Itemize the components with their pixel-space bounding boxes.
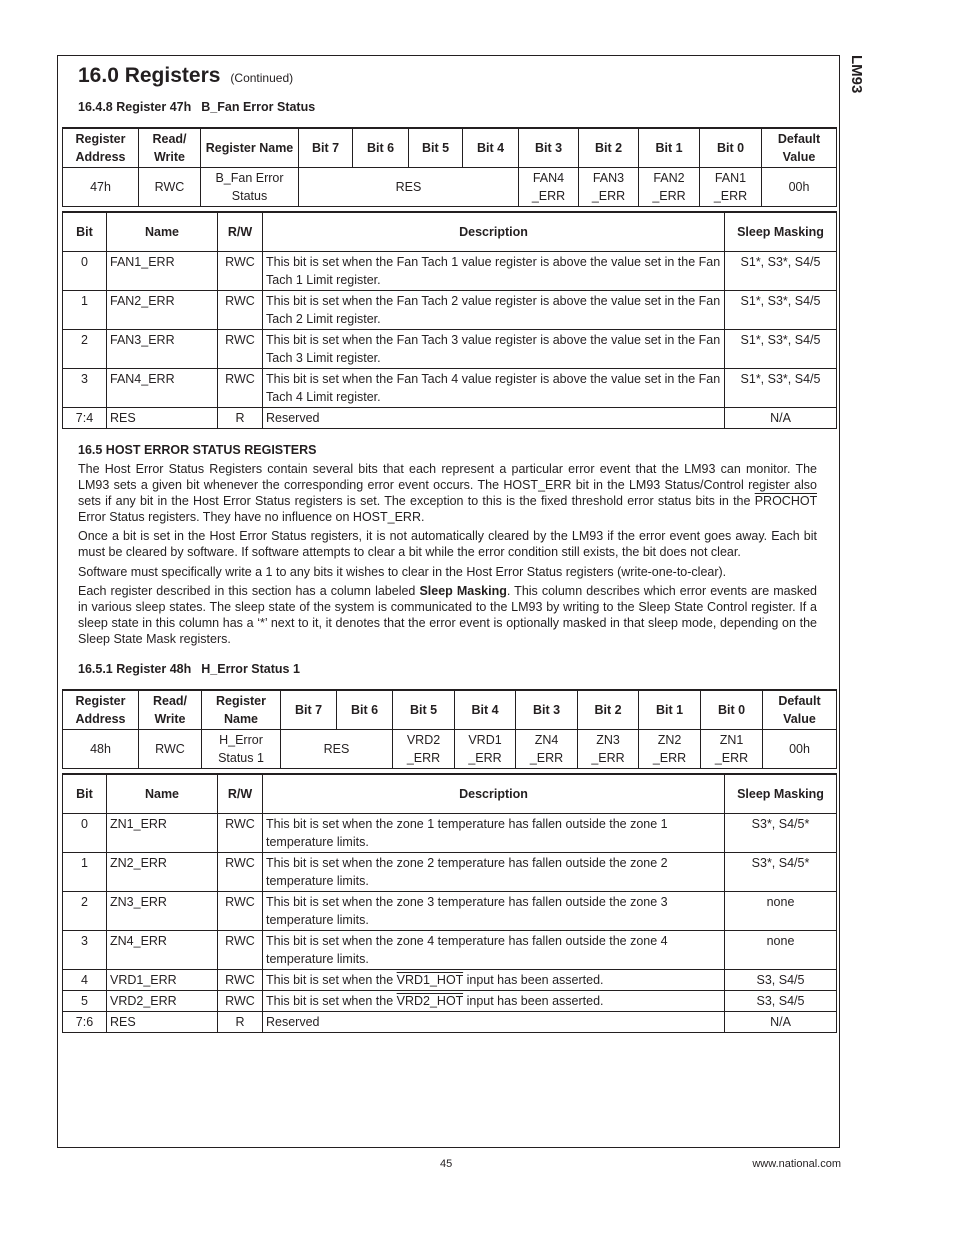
paragraph-text: Error Status registers. They have no influence on HOST_ERR. bbox=[78, 510, 425, 524]
paragraph-1 bbox=[78, 461, 817, 525]
header-cell: Bit 0 bbox=[700, 128, 762, 168]
prochot-signal: PROCHOT bbox=[754, 494, 817, 508]
section-heading-48h bbox=[78, 662, 300, 676]
description-cell: This bit is set when the zone 2 temperature has fallen outside the zone 2 temperature limits. bbox=[263, 853, 725, 892]
table-row bbox=[63, 1012, 837, 1033]
table-row bbox=[63, 991, 837, 1012]
vrd2-hot-signal: VRD2_HOT bbox=[396, 994, 464, 1008]
bit-description-table-48h bbox=[62, 773, 837, 1033]
paragraph-text: Each register described in this section has a column labeled bbox=[78, 584, 416, 598]
continued-note: (Continued) bbox=[230, 71, 294, 85]
register-header-row bbox=[63, 690, 837, 730]
description-cell: This bit is set when the Fan Tach 2 value register is above the value set in the Fan Tach 2 Limit register. bbox=[263, 291, 725, 330]
sleep-masking-cell: S3, S4/5 bbox=[725, 991, 837, 1012]
name-cell: ZN2_ERR bbox=[107, 853, 218, 892]
header-cell: Read/ Write bbox=[139, 690, 202, 730]
register-table-47h bbox=[62, 127, 837, 207]
rw-cell: RWC bbox=[218, 291, 263, 330]
description-cell bbox=[263, 970, 725, 991]
paragraph-2: Once a bit is set in the Host Error Status registers, it is not automatically cleared by the LM93 if the error event goes away. Each bit must be cleared by software. If software attempts to clear a bit while the error condition still exists, the bit does not clear. bbox=[78, 529, 817, 559]
description-cell: Reserved bbox=[263, 408, 725, 429]
bit4-field: VRD1 _ERR bbox=[455, 730, 516, 769]
name-cell: ZN1_ERR bbox=[107, 814, 218, 853]
name-cell: RES bbox=[107, 1012, 218, 1033]
register-header-row bbox=[63, 128, 837, 168]
paragraph-text: . This column describes which error events are masked in various sleep states. The sleep state of the system is communicated to the LM93 by writing to the Sleep State Control register. If a sleep state in this column has a ‘*’ next to it, it denotes that the error event is optionally masked in that sleep mode, depending on the Sleep State Mask registers. bbox=[78, 584, 817, 646]
description-cell: This bit is set when the Fan Tach 4 value register is above the value set in the Fan Tach 4 Limit register. bbox=[263, 369, 725, 408]
header-cell: Bit 3 bbox=[519, 128, 579, 168]
name-cell: RES bbox=[107, 408, 218, 429]
description-cell bbox=[263, 991, 725, 1012]
bit2-field: FAN3 _ERR bbox=[579, 168, 639, 207]
desc-header-row bbox=[63, 774, 837, 814]
default-value: 00h bbox=[762, 168, 837, 207]
sleep-masking-cell: none bbox=[725, 931, 837, 970]
sleep-masking-cell: S1*, S3*, S4/5 bbox=[725, 330, 837, 369]
side-part-label: LM93 bbox=[848, 55, 865, 94]
table-row bbox=[63, 291, 837, 330]
bit2-field: ZN3 _ERR bbox=[578, 730, 639, 769]
heading-number: 16.5.1 Register 48h bbox=[78, 662, 192, 676]
bit-cell: 2 bbox=[63, 330, 107, 369]
header-cell: Sleep Masking bbox=[725, 774, 837, 814]
register-table-48h bbox=[62, 689, 837, 769]
heading-name: H_Error Status 1 bbox=[201, 662, 300, 676]
bit-cell: 7:4 bbox=[63, 408, 107, 429]
name-cell: FAN1_ERR bbox=[107, 252, 218, 291]
header-cell: Register Address bbox=[63, 690, 139, 730]
header-cell: Register Name bbox=[202, 690, 281, 730]
page-title bbox=[78, 64, 293, 88]
bit-cell: 0 bbox=[63, 814, 107, 853]
header-cell: Default Value bbox=[762, 128, 837, 168]
bit-cell: 7:6 bbox=[63, 1012, 107, 1033]
header-cell: R/W bbox=[218, 774, 263, 814]
header-cell: Bit bbox=[63, 212, 107, 252]
bit-cell: 5 bbox=[63, 991, 107, 1012]
rw-cell: RWC bbox=[218, 814, 263, 853]
rw-cell: RWC bbox=[218, 853, 263, 892]
header-cell: Bit 2 bbox=[579, 128, 639, 168]
rw-cell: RWC bbox=[218, 892, 263, 931]
bit3-field: ZN4 _ERR bbox=[516, 730, 578, 769]
rw-cell: RWC bbox=[218, 369, 263, 408]
header-cell: Name bbox=[107, 774, 218, 814]
paragraph-text: The Host Error Status Registers contain several bits that each represent a particular error event that the LM93 can monitor. The LM93 sets a given bit whenever the corresponding error event occurs. The HOST_ERR bit in the LM93 Status/Control register also sets if any bit in the Host Error Status registers is set. The exception to this is the fixed threshold error status bits in the bbox=[78, 462, 817, 508]
bit-description-table-47h bbox=[62, 211, 837, 429]
name-cell: FAN3_ERR bbox=[107, 330, 218, 369]
table-row bbox=[63, 408, 837, 429]
register-name: H_Error Status 1 bbox=[202, 730, 281, 769]
bit-cell: 4 bbox=[63, 970, 107, 991]
desc-header-row bbox=[63, 212, 837, 252]
rw-cell: RWC bbox=[218, 252, 263, 291]
bit-cell: 3 bbox=[63, 369, 107, 408]
reserved-bits: RES bbox=[281, 730, 393, 769]
header-cell: Default Value bbox=[763, 690, 837, 730]
desc-text: This bit is set when the bbox=[266, 994, 394, 1008]
sleep-masking-cell: S1*, S3*, S4/5 bbox=[725, 291, 837, 330]
register-rw: RWC bbox=[139, 730, 202, 769]
name-cell: VRD2_ERR bbox=[107, 991, 218, 1012]
header-cell: Bit 4 bbox=[455, 690, 516, 730]
table-row bbox=[63, 814, 837, 853]
description-cell: This bit is set when the zone 1 temperature has fallen outside the zone 1 temperature limits. bbox=[263, 814, 725, 853]
register-address: 48h bbox=[63, 730, 139, 769]
header-cell: Bit 6 bbox=[353, 128, 409, 168]
header-cell: Bit 7 bbox=[299, 128, 353, 168]
rw-cell: RWC bbox=[218, 931, 263, 970]
bit0-field: ZN1 _ERR bbox=[701, 730, 763, 769]
table-row bbox=[63, 853, 837, 892]
sleep-masking-term: Sleep Masking bbox=[419, 584, 507, 598]
header-cell: Bit 5 bbox=[409, 128, 463, 168]
rw-cell: RWC bbox=[218, 970, 263, 991]
bit1-field: ZN2 _ERR bbox=[639, 730, 701, 769]
table-row bbox=[63, 892, 837, 931]
name-cell: ZN4_ERR bbox=[107, 931, 218, 970]
header-cell: Name bbox=[107, 212, 218, 252]
register-rw: RWC bbox=[139, 168, 201, 207]
register-value-row bbox=[63, 730, 837, 769]
header-cell: Bit 4 bbox=[463, 128, 519, 168]
sleep-masking-cell: S3*, S4/5* bbox=[725, 814, 837, 853]
description-cell: This bit is set when the Fan Tach 1 value register is above the value set in the Fan Tach 1 Limit register. bbox=[263, 252, 725, 291]
table-row bbox=[63, 970, 837, 991]
name-cell: ZN3_ERR bbox=[107, 892, 218, 931]
sleep-masking-cell: N/A bbox=[725, 408, 837, 429]
header-cell: Sleep Masking bbox=[725, 212, 837, 252]
page-number: 45 bbox=[440, 1158, 453, 1170]
table-row bbox=[63, 369, 837, 408]
bit-cell: 0 bbox=[63, 252, 107, 291]
desc-text: This bit is set when the bbox=[266, 973, 394, 987]
sleep-masking-cell: S3*, S4/5* bbox=[725, 853, 837, 892]
header-cell: Bit 7 bbox=[281, 690, 337, 730]
sleep-masking-cell: S3, S4/5 bbox=[725, 970, 837, 991]
sleep-masking-cell: N/A bbox=[725, 1012, 837, 1033]
default-value: 00h bbox=[763, 730, 837, 769]
vrd1-hot-signal: VRD1_HOT bbox=[396, 973, 464, 987]
header-cell: Register Name bbox=[201, 128, 299, 168]
register-name: B_Fan Error Status bbox=[201, 168, 299, 207]
title-text: 16.0 Registers bbox=[78, 64, 221, 87]
header-cell: Bit 1 bbox=[639, 690, 701, 730]
bit-cell: 1 bbox=[63, 291, 107, 330]
bit3-field: FAN4 _ERR bbox=[519, 168, 579, 207]
desc-text: input has been asserted. bbox=[466, 973, 604, 987]
heading-number: 16.4.8 Register 47h bbox=[78, 100, 192, 114]
name-cell: FAN4_ERR bbox=[107, 369, 218, 408]
header-cell: Bit 1 bbox=[639, 128, 700, 168]
header-cell: Description bbox=[263, 774, 725, 814]
sleep-masking-cell: S1*, S3*, S4/5 bbox=[725, 369, 837, 408]
bit5-field: VRD2 _ERR bbox=[393, 730, 455, 769]
paragraph-4 bbox=[78, 583, 817, 647]
table-row bbox=[63, 931, 837, 970]
bit-cell: 3 bbox=[63, 931, 107, 970]
section-heading-47h bbox=[78, 100, 315, 114]
header-cell: Bit 6 bbox=[337, 690, 393, 730]
header-cell: R/W bbox=[218, 212, 263, 252]
sleep-masking-cell: S1*, S3*, S4/5 bbox=[725, 252, 837, 291]
register-address: 47h bbox=[63, 168, 139, 207]
reserved-bits: RES bbox=[299, 168, 519, 207]
section-heading-host-error: 16.5 HOST ERROR STATUS REGISTERS bbox=[78, 443, 317, 457]
description-cell: This bit is set when the zone 3 temperature has fallen outside the zone 3 temperature limits. bbox=[263, 892, 725, 931]
rw-cell: R bbox=[218, 1012, 263, 1033]
desc-text: input has been asserted. bbox=[466, 994, 604, 1008]
description-cell: Reserved bbox=[263, 1012, 725, 1033]
paragraph-3: Software must specifically write a 1 to any bits it wishes to clear in the Host Error Status registers (write-one-to-clear). bbox=[78, 565, 727, 579]
description-cell: This bit is set when the Fan Tach 3 value register is above the value set in the Fan Tach 3 Limit register. bbox=[263, 330, 725, 369]
header-cell: Description bbox=[263, 212, 725, 252]
header-cell: Bit 3 bbox=[516, 690, 578, 730]
description-cell: This bit is set when the zone 4 temperature has fallen outside the zone 4 temperature limits. bbox=[263, 931, 725, 970]
header-cell: Read/ Write bbox=[139, 128, 201, 168]
rw-cell: RWC bbox=[218, 991, 263, 1012]
table-row bbox=[63, 252, 837, 291]
rw-cell: R bbox=[218, 408, 263, 429]
header-cell: Bit 0 bbox=[701, 690, 763, 730]
bit1-field: FAN2 _ERR bbox=[639, 168, 700, 207]
table-row bbox=[63, 330, 837, 369]
sleep-masking-cell: none bbox=[725, 892, 837, 931]
footer-url: www.national.com bbox=[752, 1158, 841, 1170]
rw-cell: RWC bbox=[218, 330, 263, 369]
bit-cell: 2 bbox=[63, 892, 107, 931]
name-cell: VRD1_ERR bbox=[107, 970, 218, 991]
register-value-row bbox=[63, 168, 837, 207]
header-cell: Bit bbox=[63, 774, 107, 814]
bit-cell: 1 bbox=[63, 853, 107, 892]
heading-name: B_Fan Error Status bbox=[201, 100, 316, 114]
name-cell: FAN2_ERR bbox=[107, 291, 218, 330]
bit0-field: FAN1 _ERR bbox=[700, 168, 762, 207]
header-cell: Bit 2 bbox=[578, 690, 639, 730]
header-cell: Bit 5 bbox=[393, 690, 455, 730]
header-cell: Register Address bbox=[63, 128, 139, 168]
